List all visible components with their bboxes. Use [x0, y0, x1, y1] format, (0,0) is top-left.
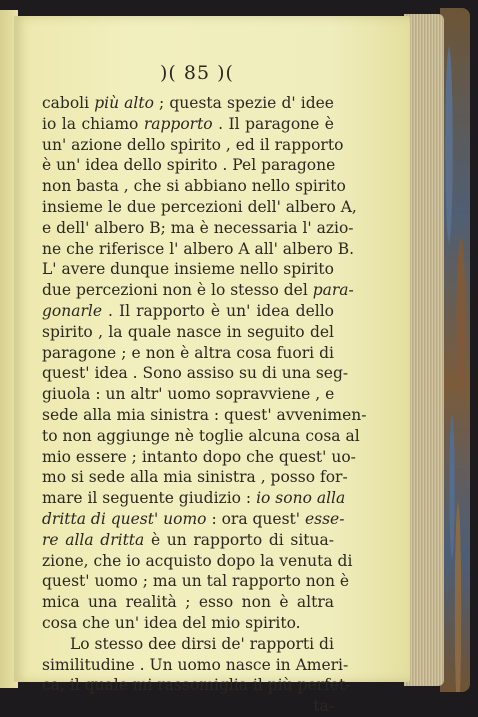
text-segment: ta-: [313, 697, 334, 716]
italic-text: io sono alla: [256, 489, 346, 508]
text-line: [42, 655, 349, 676]
text-segment: un' azione dello spirito , ed il rapporto: [42, 135, 344, 154]
text-segment: caboli: [42, 94, 95, 112]
text-line: [42, 551, 353, 572]
text-line: [42, 176, 346, 197]
text-segment: L' avere dunque insieme nello spirito: [42, 260, 334, 279]
text-segment: io la chiamo: [42, 114, 144, 133]
italic-text: para-: [312, 281, 354, 300]
text-line: [42, 488, 346, 509]
text-segment: ; questa spezie d' idee: [153, 94, 334, 112]
text-segment: ne che riferisce l' albero A all' albero B.: [42, 239, 355, 258]
italic-text: più alto: [94, 94, 154, 112]
text-line: [42, 675, 351, 696]
text-segment: cosa che un' idea del mio spirito.: [42, 613, 301, 632]
text-segment: quest' idea . Sono assiso su di una seg-: [42, 364, 349, 383]
text-line: [42, 197, 357, 218]
text-segment: ca, il quale mi rassomiglia il più perfet-: [42, 676, 351, 695]
text-line: [42, 218, 354, 239]
text-segment: mo si sede alla mia sinistra , posso for-: [42, 468, 348, 487]
italic-text: re alla dritta: [42, 530, 145, 549]
text-segment: Lo stesso dee dirsi de' rapporti di: [70, 634, 334, 653]
text-line: [42, 114, 334, 135]
page-fore-edge: [404, 14, 444, 686]
text-segment: è un rapporto di situa-: [144, 530, 334, 549]
text-segment: paragone ; e non è altra cosa fuori di: [42, 343, 334, 362]
text-line: [42, 426, 360, 447]
text-line: [42, 135, 344, 156]
italic-text: dritta di quest' uomo: [42, 509, 207, 528]
text-line: [42, 634, 334, 655]
text-line: [42, 571, 350, 592]
text-segment: . Il rapporto è un' idea dello: [102, 301, 334, 320]
text-line: [42, 530, 334, 551]
page-number-header: )( 85 )(: [160, 62, 234, 84]
text-line: [42, 363, 349, 384]
text-line: [42, 592, 334, 613]
text-line: [42, 322, 334, 343]
text-segment: giuola : un altr' uomo sopravviene , e: [42, 385, 335, 404]
body-text: [42, 93, 367, 717]
text-line: [42, 155, 334, 176]
text-line: [42, 384, 334, 405]
text-line: [42, 405, 367, 426]
text-line: [42, 259, 334, 280]
text-segment: : ora quest': [206, 509, 305, 528]
text-segment: to non aggiunge nè toglie alcuna cosa al: [42, 426, 360, 445]
text-line: [42, 447, 356, 468]
text-segment: spirito , la quale nasce in seguito del: [42, 322, 334, 341]
text-segment: mare il seguente giudizio :: [42, 489, 257, 508]
text-segment: mio essere ; intanto dopo che quest' uo-: [42, 447, 356, 466]
italic-text: gonarle: [42, 301, 103, 320]
text-line: [42, 509, 345, 530]
text-segment: due percezioni non è lo stesso del: [42, 281, 313, 300]
text-segment: non basta , che si abbiano nello spirito: [42, 177, 346, 196]
text-line: [42, 239, 355, 260]
text-segment: zione, che io acquisto dopo la venuta di: [42, 551, 353, 570]
text-segment: similitudine . Un uomo nasce in Ameri-: [42, 655, 349, 674]
text-segment: quest' uomo ; ma un tal rapporto non è: [42, 572, 350, 591]
marbled-cover: [440, 8, 470, 692]
italic-text: rapporto: [143, 114, 213, 133]
text-segment: è un' idea dello spirito . Pel paragone: [42, 156, 336, 175]
text-line: [42, 93, 334, 114]
text-line: [42, 613, 334, 634]
text-segment: sede alla mia sinistra : quest' avvenimen-: [42, 405, 367, 424]
italic-text: esse-: [304, 509, 345, 528]
text-line: [42, 301, 334, 322]
text-segment: insieme le due percezioni dell' albero A,: [42, 197, 357, 216]
text-segment: . Il paragone è: [212, 114, 334, 133]
text-line: [42, 343, 334, 364]
text-line: [42, 280, 354, 301]
text-line: [42, 467, 348, 488]
text-segment: e dell' albero B; ma è necessaria l' azio-: [42, 218, 354, 237]
text-segment: mica una realità ; esso non è altra: [42, 593, 334, 612]
text-line: [42, 696, 334, 717]
